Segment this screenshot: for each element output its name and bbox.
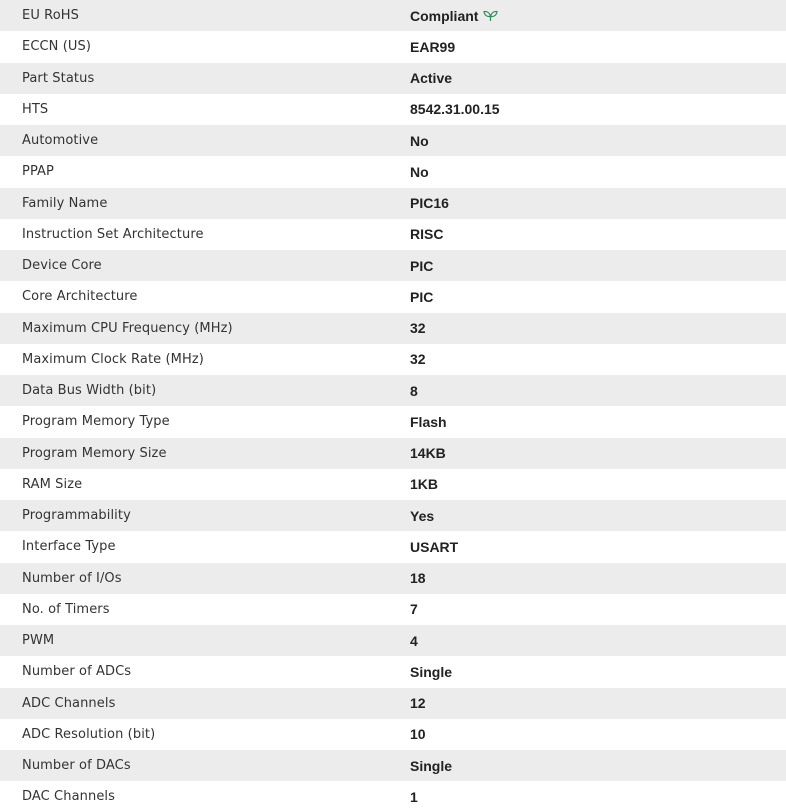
spec-value: 7	[410, 601, 418, 618]
spec-label: HTS	[22, 101, 49, 117]
spec-value: EAR99	[410, 38, 456, 55]
spec-row-number-of-dacs	[0, 750, 786, 781]
spec-row-number-of-timers	[0, 594, 786, 625]
spec-value: Active	[410, 70, 453, 87]
spec-value: PIC	[410, 257, 434, 274]
spec-label: Part Status	[22, 70, 95, 86]
spec-row-max-cpu-frequency	[0, 313, 786, 344]
spec-value: 8	[410, 382, 418, 399]
spec-label: Maximum Clock Rate (MHz)	[22, 351, 204, 367]
spec-label: Interface Type	[22, 539, 116, 555]
spec-row-automotive	[0, 125, 786, 156]
spec-value: 8542.31.00.15	[410, 101, 500, 118]
spec-label: Program Memory Type	[22, 414, 170, 430]
spec-label: Device Core	[22, 258, 102, 274]
spec-value: No	[410, 163, 429, 180]
spec-label: Family Name	[22, 195, 108, 211]
spec-row-part-status	[0, 63, 786, 94]
spec-row-core-architecture	[0, 281, 786, 312]
spec-label: Program Memory Size	[22, 445, 167, 461]
spec-label: Automotive	[22, 133, 99, 149]
spec-value: Yes	[410, 507, 435, 524]
spec-label: Instruction Set Architecture	[22, 226, 204, 242]
spec-value: Compliant	[410, 7, 479, 24]
spec-label: PWM	[22, 633, 55, 649]
spec-row-number-of-ios	[0, 563, 786, 594]
spec-row-hts	[0, 94, 786, 125]
spec-value: 4	[410, 632, 418, 649]
spec-value: 32	[410, 351, 426, 368]
spec-row-ppap	[0, 156, 786, 187]
spec-label: Maximum CPU Frequency (MHz)	[22, 320, 233, 336]
spec-value-cell	[410, 0, 786, 31]
spec-label: RAM Size	[22, 476, 83, 492]
spec-value: 12	[410, 695, 426, 712]
spec-value: 1	[410, 788, 418, 805]
spec-label: Core Architecture	[22, 289, 138, 305]
spec-label: ECCN (US)	[22, 39, 92, 55]
leaf-icon	[483, 10, 498, 22]
spec-value: 1KB	[410, 476, 439, 493]
spec-value: No	[410, 132, 429, 149]
spec-row-adc-channels	[0, 688, 786, 719]
spec-row-program-memory-type	[0, 406, 786, 437]
spec-row-pwm	[0, 625, 786, 656]
spec-label: Number of DACs	[22, 758, 131, 774]
spec-row-eccn-us	[0, 31, 786, 62]
spec-value: Single	[410, 663, 453, 680]
spec-row-adc-resolution	[0, 719, 786, 750]
spec-label: Programmability	[22, 508, 131, 524]
spec-value: 18	[410, 570, 426, 587]
spec-row-family-name	[0, 188, 786, 219]
spec-value: PIC16	[410, 195, 449, 212]
spec-row-program-memory-size	[0, 438, 786, 469]
spec-label: Number of ADCs	[22, 664, 132, 680]
spec-label: No. of Timers	[22, 601, 110, 617]
spec-row-interface-type	[0, 531, 786, 562]
spec-value: 32	[410, 320, 426, 337]
spec-value: USART	[410, 538, 459, 555]
spec-row-dac-channels	[0, 781, 786, 812]
spec-value: RISC	[410, 226, 444, 243]
spec-value: PIC	[410, 288, 434, 305]
spec-label: ADC Resolution (bit)	[22, 726, 156, 742]
spec-value: 14KB	[410, 445, 446, 462]
spec-value: Single	[410, 757, 453, 774]
spec-row-device-core	[0, 250, 786, 281]
spec-row-number-of-adcs	[0, 656, 786, 687]
spec-row-eu-rohs	[0, 0, 786, 31]
spec-label: Data Bus Width (bit)	[22, 383, 157, 399]
spec-label: DAC Channels	[22, 789, 115, 805]
spec-value: Flash	[410, 413, 447, 430]
spec-label: ADC Channels	[22, 695, 116, 711]
spec-label: PPAP	[22, 164, 54, 180]
spec-row-ram-size	[0, 469, 786, 500]
spec-label: EU RoHS	[22, 8, 79, 24]
spec-label: Number of I/Os	[22, 570, 122, 586]
spec-value: 10	[410, 726, 426, 743]
spec-row-instruction-set-architecture	[0, 219, 786, 250]
spec-row-data-bus-width	[0, 375, 786, 406]
spec-row-programmability	[0, 500, 786, 531]
spec-row-max-clock-rate	[0, 344, 786, 375]
